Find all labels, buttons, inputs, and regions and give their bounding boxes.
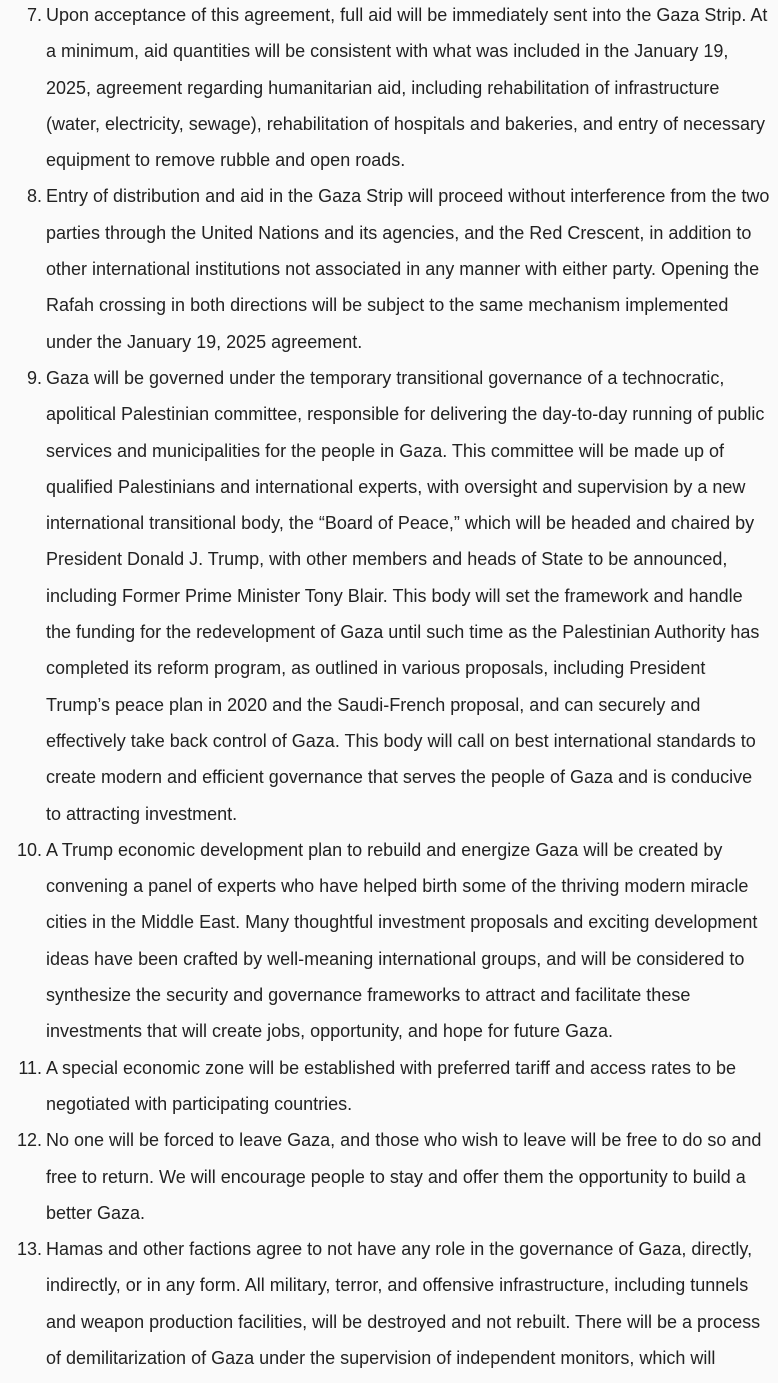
list-item-text-line: a minimum, aid quantities will be consistent with what was included in the January 19, [46,41,729,62]
list-item-text-line: President Donald J. Trump, with other members and heads of State to be announced, [46,549,728,570]
list-item-text-line: services and municipalities for the people in Gaza. This committee will be made up of [46,440,724,461]
list-item-text-line: Rafah crossing in both directions will be subject to the same mechanism implemented [46,295,729,316]
list-item-text-line: negotiated with participating countries. [46,1093,353,1114]
list-item-number: 12. [16,1130,42,1151]
list-item [0,0,778,178]
list-item-text-line: effectively take back control of Gaza. This body will call on best international standards to [46,730,756,751]
list-item-text-line: 2025, agreement regarding humanitarian aid, including rehabilitation of infrastructure [46,77,720,98]
list-item [0,832,778,1050]
list-item-text-line: international transitional body, the “Board of Peace,” which will be headed and chaired by [46,513,755,534]
list-item-text-line: synthesize the security and governance frameworks to attract and facilitate these [46,985,691,1006]
list-item-number: 13. [16,1239,42,1260]
list-item [0,360,778,832]
list-item [0,178,778,359]
list-item-text-line: and weapon production facilities, will be destroyed and not rebuilt. There will be a process [46,1311,761,1332]
list-item [0,1231,778,1376]
list-item-text-line: equipment to remove rubble and open roads. [46,150,406,171]
list-item-text-line: of demilitarization of Gaza under the supervision of independent monitors, which will [46,1347,716,1368]
list-item-text-line: ideas have been crafted by well-meaning international groups, and will be considered to [46,948,745,969]
list-item-number: 10. [16,839,42,860]
list-item-text-line: (water, electricity, sewage), rehabilitation of hospitals and bakeries, and entry of necessary [46,113,766,134]
list-item-text-line: Trump’s peace plan in 2020 and the Saudi-French proposal, and can securely and [46,694,701,715]
list-item-text-line: create modern and efficient governance that serves the people of Gaza and is conducive [46,767,753,788]
list-item-text-line: including Former Prime Minister Tony Blair. This body will set the framework and handle [46,585,743,606]
list-item-text-line: to attracting investment. [46,803,238,824]
list-item-text-line: convening a panel of experts who have helped birth some of the thriving modern miracle [46,876,749,897]
list-item [0,1050,778,1123]
list-item-number: 9. [26,367,42,388]
list-item-text-line: under the January 19, 2025 agreement. [46,331,363,352]
list-item-text-line: parties through the United Nations and its agencies, and the Red Crescent, in addition to [46,222,752,243]
list-item-number: 8. [26,186,42,207]
list-item-text-line: other international institutions not associated in any manner with either party. Opening the [46,259,760,280]
list-item-text-line: free to return. We will encourage people to stay and offer them the opportunity to build a [46,1166,746,1187]
list-item-text-line: investments that will create jobs, opportunity, and hope for future Gaza. [46,1021,613,1042]
list-item-text-line: the funding for the redevelopment of Gaza until such time as the Palestinian Authority has [46,622,760,643]
list-item-text-line: completed its reform program, as outlined in various proposals, including President [46,658,706,679]
list-item-text-line: better Gaza. [46,1202,146,1223]
list-item-text-line: Gaza will be governed under the temporary transitional governance of a technocratic, [46,367,725,388]
list-item-text-line: A Trump economic development plan to rebuild and energize Gaza will be created by [46,839,723,860]
list-item-text-line: No one will be forced to leave Gaza, and those who wish to leave will be free to do so and [46,1130,762,1151]
list-item-text-line: apolitical Palestinian committee, responsible for delivering the day-to-day running of public [46,404,765,425]
list-item-text-line: qualified Palestinians and international experts, with oversight and supervision by a new [46,476,746,497]
list-item-text-line: indirectly, or in any form. All military, terror, and offensive infrastructure, including tunnels [46,1275,749,1296]
list-item-text-line: A special economic zone will be established with preferred tariff and access rates to be [46,1057,737,1078]
list-item [0,1122,778,1231]
list-item-text-line: cities in the Middle East. Many thoughtful investment proposals and exciting development [46,912,758,933]
list-item-number: 11. [18,1057,42,1078]
list-item-text-line: Hamas and other factions agree to not have any role in the governance of Gaza, directly, [46,1239,753,1260]
list-item-number: 7. [26,5,42,25]
list-item-text-line: Entry of distribution and aid in the Gaza Strip will proceed without interference from the two [46,186,770,207]
list-item-text-line: Upon acceptance of this agreement, full aid will be immediately sent into the Gaza Strip. At [46,5,768,25]
